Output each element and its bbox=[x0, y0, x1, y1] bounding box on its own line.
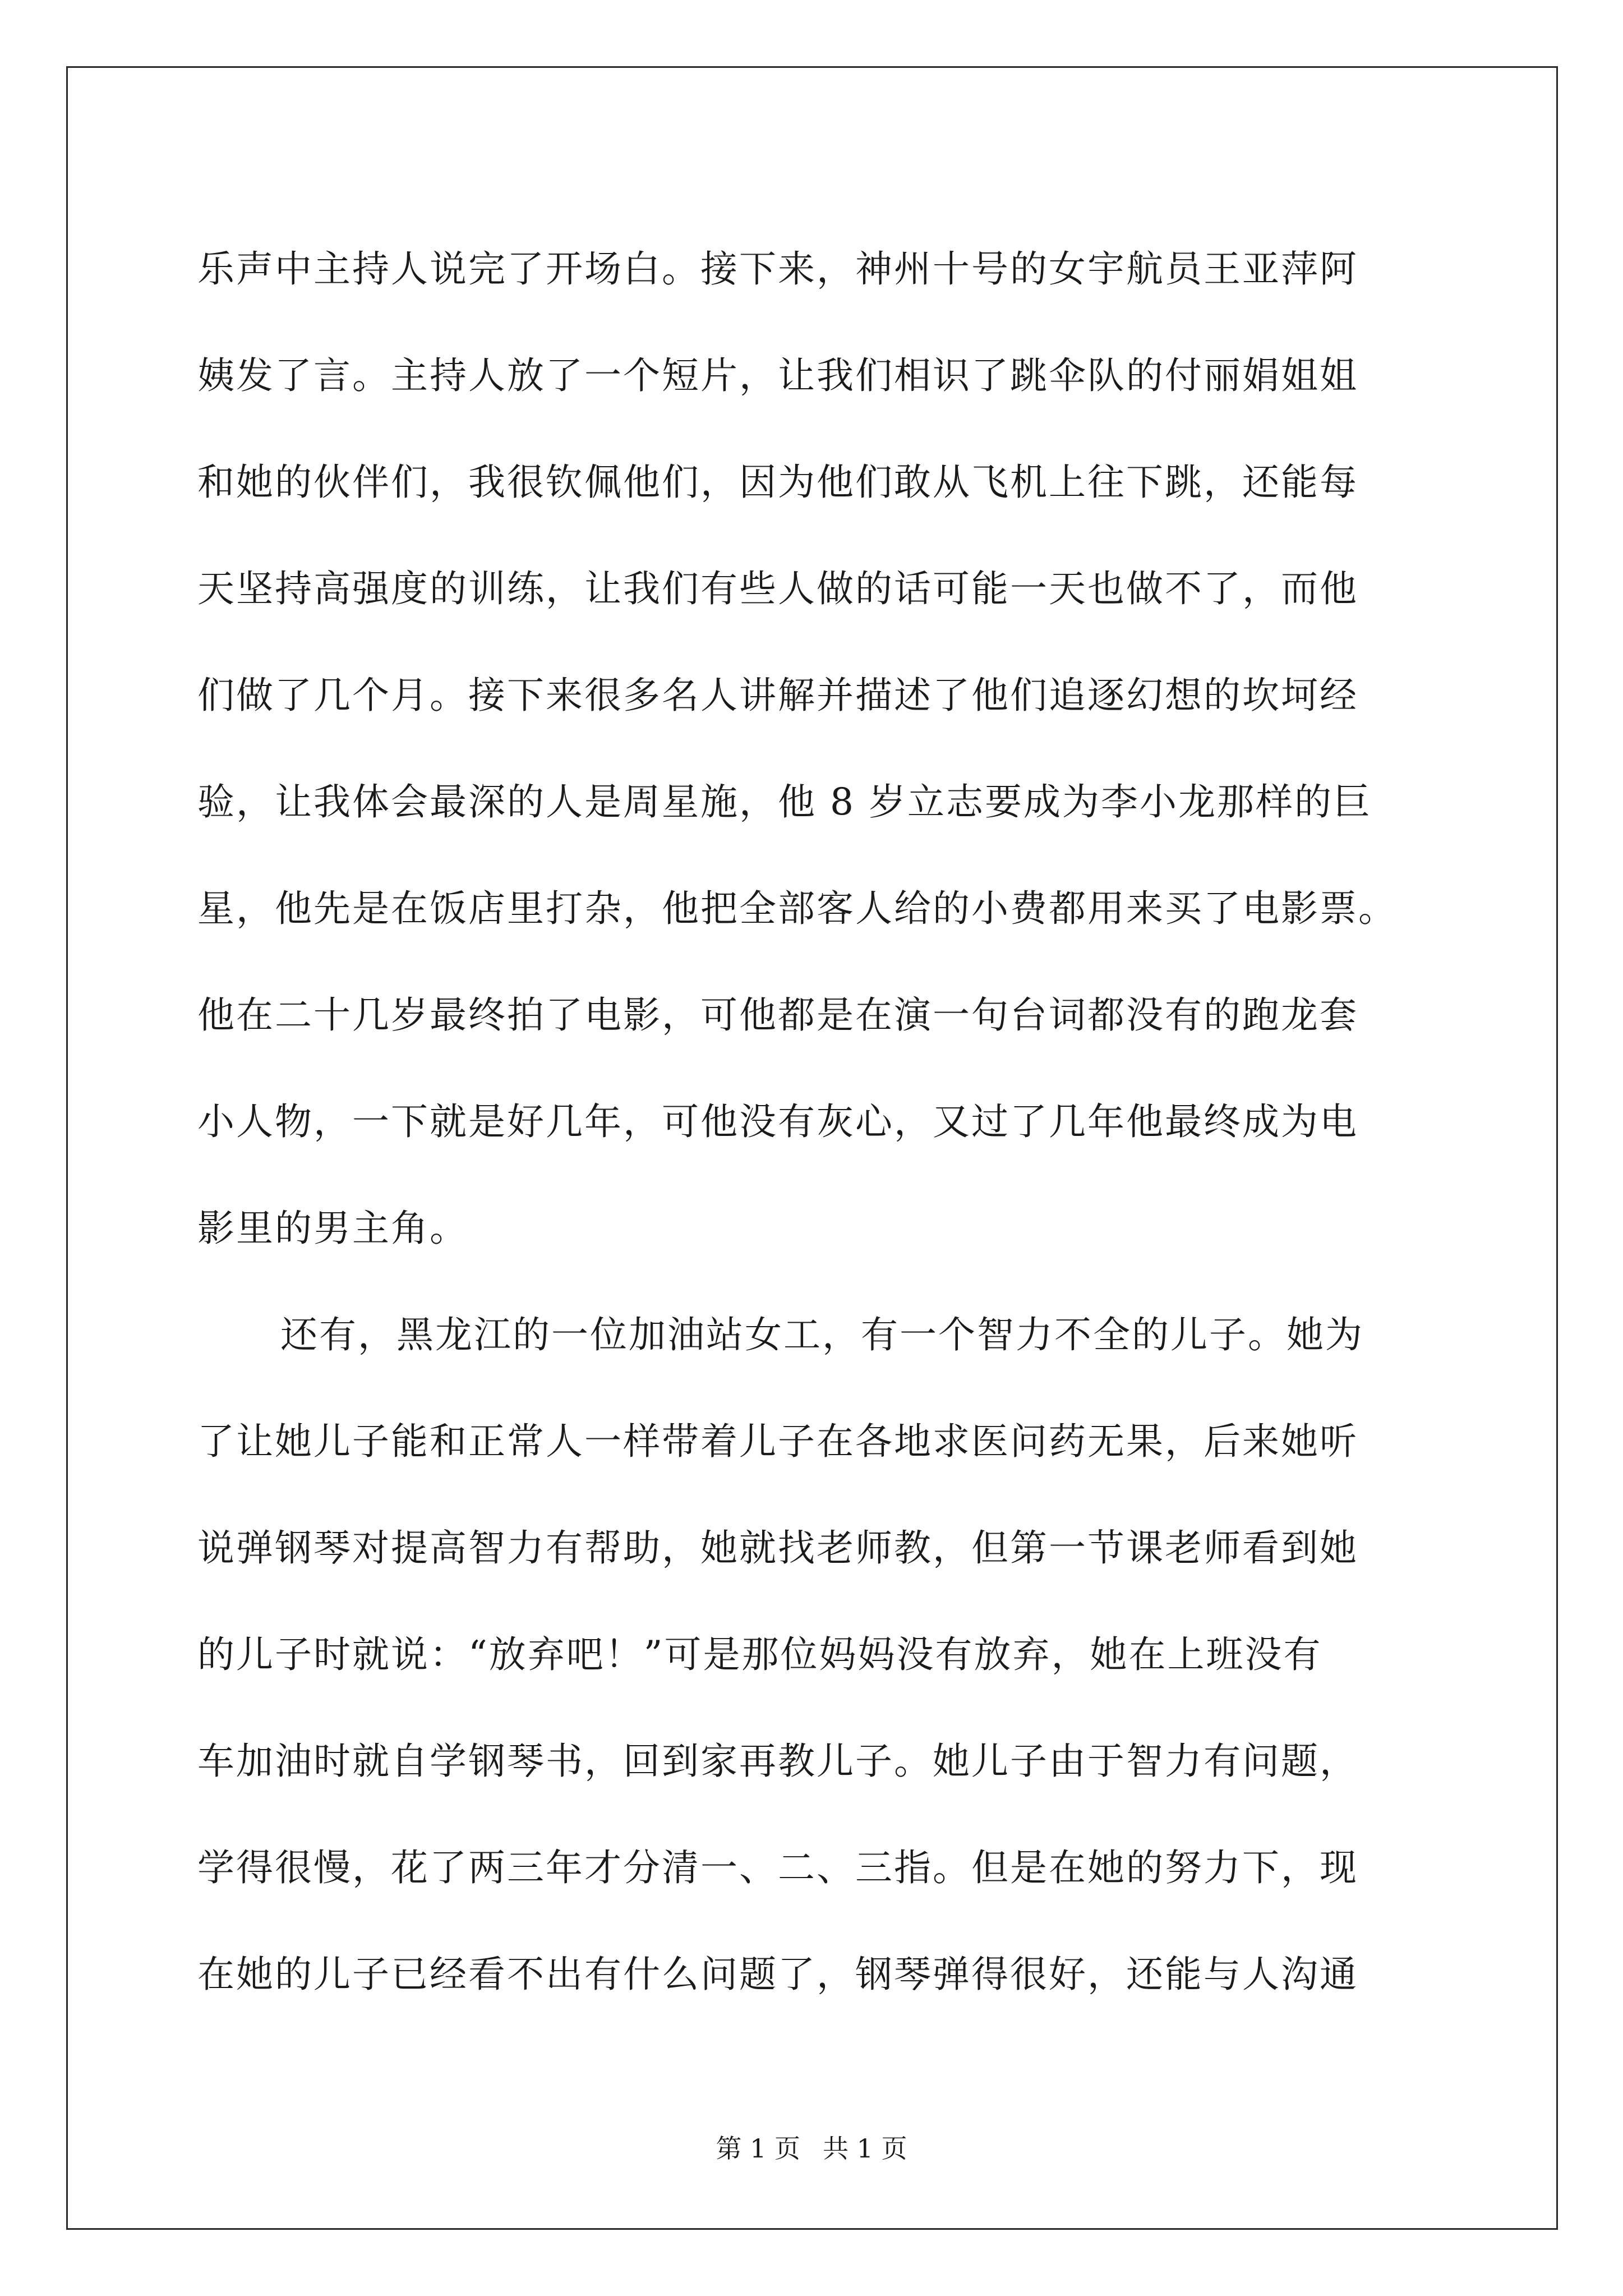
document-body bbox=[197, 216, 1442, 2028]
text-line: 乐声中主持人说完了开场白。接下来，神州十号的女宇航员王亚萍阿 bbox=[197, 247, 1358, 291]
text-line: 车加油时就自学钢琴书，回到家再教儿子。她儿子由于智力有问题， bbox=[197, 1740, 1358, 1783]
page-number: 第 1 页 bbox=[716, 2133, 800, 2164]
text-line: 学得很慢，花了两三年才分清一、二、三指。但是在她的努力下，现 bbox=[197, 1846, 1358, 1889]
paragraph-first-line: 还有，黑龙江的一位加油站女工，有一个智力不全的儿子。她为 bbox=[280, 1313, 1364, 1356]
text-line: 们做了几个月。接下来很多名人讲解并描述了他们追逐幻想的坎坷经 bbox=[197, 674, 1358, 717]
text-line: 星，他先是在饭店里打杂，他把全部客人给的小费都用来买了电影票。 bbox=[197, 887, 1397, 930]
text-line: 了让她儿子能和正常人一样带着儿子在各地求医问药无果，后来她听 bbox=[197, 1420, 1358, 1463]
text-line: 姨发了言。主持人放了一个短片，让我们相识了跳伞队的付丽娟姐姐 bbox=[197, 354, 1358, 397]
text-line: 和她的伙伴们，我很钦佩他们，因为他们敢从飞机上往下跳，还能每 bbox=[197, 461, 1358, 504]
text-line: 说弹钢琴对提高智力有帮助，她就找老师教，但第一节课老师看到她 bbox=[197, 1526, 1358, 1570]
text-line: 的儿子时就说：“放弃吧！”可是那位妈妈没有放弃，她在上班没有 bbox=[197, 1633, 1322, 1676]
page-total: 共 1 页 bbox=[823, 2133, 907, 2164]
text-line: 验，让我体会最深的人是周星施，他 8 岁立志要成为李小龙那样的巨 bbox=[197, 780, 1372, 823]
text-line: 天坚持高强度的训练，让我们有些人做的话可能一天也做不了，而他 bbox=[197, 567, 1358, 610]
text-line: 在她的儿子已经看不出有什么问题了，钢琴弹得很好，还能与人沟通 bbox=[197, 1953, 1358, 1996]
page-footer bbox=[0, 2132, 1623, 2165]
text-line: 影里的男主角。 bbox=[197, 1207, 468, 1250]
text-line: 小人物，一下就是好几年，可他没有灰心，又过了几年他最终成为电 bbox=[197, 1100, 1358, 1143]
text-line: 他在二十几岁最终拍了电影，可他都是在演一句台词都没有的跑龙套 bbox=[197, 993, 1358, 1037]
